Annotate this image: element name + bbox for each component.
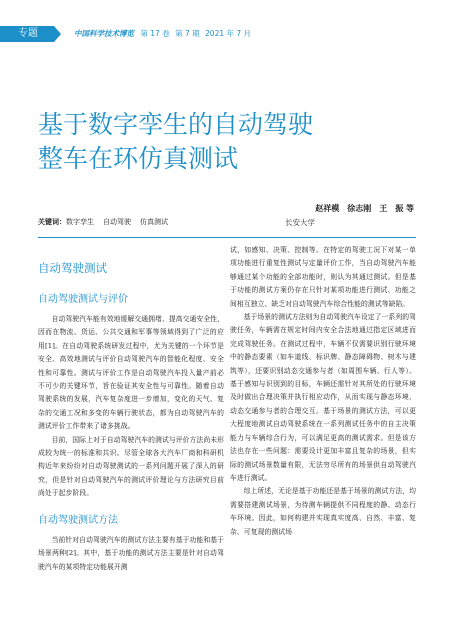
- affiliation: 长安大学: [285, 218, 315, 227]
- paragraph: 自动驾驶汽车能有效地缓解交通拥堵、提高交通安全性，因而在物流、货运、公共交通和军事等领域得到了广泛的应用[1]。在自动驾驶系统研发过程中，尤为关键的一个环节是安全、高效地测试与评价自动驾驶汽车的智能化程度、安全性和可靠性。测试与评价工作是自动驾驶汽车投入量产前必不可少的关键环节，旨在验证其安全性与可靠性。随着自动驾驶系统的发展，汽车复杂度进一步增加，变化的天气、复杂的交通工况和多变的车辆行驶状态，都为自动驾驶汽车的测试评价工作带来了诸多挑战。: [38, 315, 225, 431]
- subsection-heading: 自动驾驶测试与评价: [38, 294, 128, 305]
- paragraph: 目前，国际上对于自动驾驶汽车的测试与评价方法尚未形成较为统一的标准和共识。尽管全球各大汽车厂商和科研机构近年来纷纷对自动驾驶测试的一系列问题开展了深入的研究，但是针对自动驾驶汽车的测试评价理论与方法研究目前尚处于起步阶段。: [38, 435, 225, 498]
- journal-name: 中国科学技术博览: [74, 29, 134, 38]
- title-line-2: 整车在环仿真测试: [38, 144, 239, 173]
- header-bar: [0, 26, 454, 42]
- subsection-heading: 自动驾驶测试方法: [38, 514, 118, 526]
- section-tag-arrow: [54, 26, 61, 42]
- keywords: [38, 217, 177, 227]
- title-line-1: 基于数字孪生的自动驾驶: [38, 110, 314, 139]
- keyword: 仿真测试: [140, 218, 168, 226]
- article-title: [38, 108, 313, 176]
- journal-date: 2021 年 7 月: [205, 29, 252, 38]
- keyword: 自动驾驶: [103, 218, 131, 226]
- paragraph: 当前针对自动驾驶汽车的测试方法主要有基于功能和基于场景两种[2]。其中，基于功能的测试方法主要是针对自动驾驶汽车的某项特定功能展开测: [38, 535, 225, 571]
- authors: 赵祥模 徐志刚 王 振 等: [315, 204, 414, 213]
- left-column: [38, 248, 224, 574]
- paragraph: 基于场景的测试方法则为自动驾驶汽车设定了一系列的驾驶任务，车辆需在规定时间内安全合法地通过指定区域进而完成驾驶任务。在测试过程中，车辆不仅需要识别行驶环境中的静态要素（如车道线、标识牌、静态障碍物、树木与建筑等），还要识别动态交通参与者（如周围车辆、行人等）。基于感知与识别到的目标，车辆还需针对其所处的行驶环境及时做出合理决策并执行相应动作，从而实现与静态环境、动态交通参与者的合理交互。基于场景的测试方法，可以更大程度地测试自动驾驶系统在一系列测试任务中的自主决策能力与车辆综合行为，可以满足更高的测试需求。但是该方法也存在一些问题：需要设计更加丰富且复杂的场景，但实际的测试场景数量有限，无法穷尽所有的场景供自动驾驶汽车进行测试。: [230, 313, 417, 482]
- divider: [38, 237, 416, 238]
- section-tag: 专题: [0, 26, 54, 42]
- keyword: 数字孪生: [66, 218, 94, 226]
- right-column: [230, 244, 416, 539]
- journal-info: [74, 28, 254, 39]
- keywords-label: 关键词：: [38, 218, 66, 226]
- journal-issue: 第 7 期: [175, 29, 200, 38]
- paragraph: 综上所述，无论是基于功能还是基于场景的测试方法，均需要搭建测试场景，为待测车辆提供不同程度的静、动态行车环境。因此，如何构建并实现真实度高、自然、丰富、复杂、可复现的测试场: [230, 487, 417, 536]
- paragraph: 试，如感知、决策、控制等。在特定的驾驶工况下对某一单项功能进行重复性测试与定量评价工作，当自动驾驶汽车能够通过某个功能的全部功能时，则认为其通过测试。但是基于功能的测试方案仍存在只针对某项功能进行测试、功能之间相互独立、缺乏对自动驾驶汽车综合性能的测试等缺陷。: [230, 246, 416, 308]
- section-heading: 自动驾驶测试: [38, 261, 107, 275]
- journal-volume: 第 17 卷: [140, 29, 170, 38]
